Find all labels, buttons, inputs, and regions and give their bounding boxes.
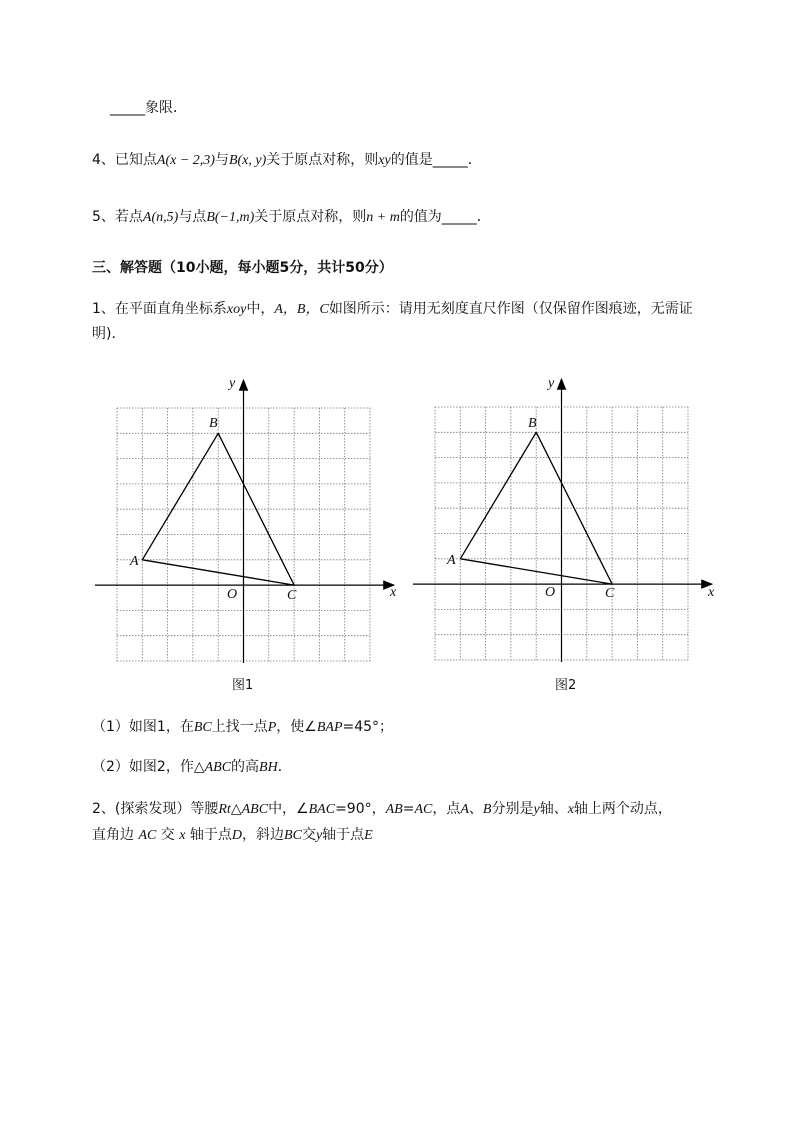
prev-question-tail: _____象限． [110, 100, 187, 116]
q4-mid: 与 [214, 152, 229, 168]
p2-l2-ac: AC [138, 828, 157, 843]
q4-point-b: B(x, y) [228, 153, 267, 168]
sub1-bc: BC [193, 720, 212, 735]
fig1-origin-label: O [227, 587, 238, 602]
sub2-bh: BH [259, 760, 278, 775]
p2-t8: 分别是 [491, 801, 534, 817]
sub1-a: （1）如图1，在 [92, 719, 194, 735]
sub1-e: ，使∠ [276, 719, 317, 735]
fig2-point-a-label: A [447, 553, 456, 568]
p1-var: xoy [226, 302, 247, 317]
p2-t2: △ [230, 801, 242, 817]
p2-l2-t2: 交 [160, 827, 175, 843]
fig1-point-a-label: A [130, 554, 139, 569]
section-3-title: 三、解答题（10小题，每小题5分，共计50分） [92, 260, 393, 276]
fig1-caption: 图1 [232, 678, 254, 693]
q5-end: 的值为_____． [399, 209, 491, 225]
q4-tail: 关于原点对称，则 [266, 152, 379, 168]
q5-tail: 关于原点对称，则 [254, 209, 367, 225]
sub-question-2 [92, 757, 292, 778]
p2-l2-t3: 轴于点 [189, 827, 232, 843]
p2-t9: 轴、 [539, 801, 568, 817]
p2-x: x [567, 802, 574, 817]
fig1-side-ac [142, 560, 294, 585]
p2-t4: =90°， [335, 801, 386, 817]
p2-abc: ABC [241, 802, 269, 817]
sub1-p: P [267, 720, 277, 735]
sub1-g: =45°； [342, 719, 394, 735]
p2-t5: = [402, 801, 415, 817]
p2-t10: 轴上两个动点， [573, 801, 672, 817]
p2-l2-d: D [231, 828, 243, 843]
p2-t1: 2、(探索发现）等腰 [92, 801, 219, 817]
sub1-bap: BAP [316, 720, 343, 735]
fig2-caption: 图2 [555, 678, 577, 693]
p2-a: A [460, 802, 469, 817]
q5-mid: 与点 [178, 209, 207, 225]
p2-l2-t6: 轴于点 [322, 827, 365, 843]
problem-2-line2 [92, 825, 373, 846]
q5-var: n + m [366, 210, 400, 225]
p1-c: 如图所示：请用无刻度直尺作图（仅保留作图痕迹，无需证 [328, 301, 693, 317]
p2-ac: AC [414, 802, 433, 817]
p1-pts: A，B，C [274, 302, 329, 317]
problem-2-line1 [92, 799, 672, 820]
q5-point-b: B(−1,m) [206, 210, 255, 225]
fig2-x-label: x [708, 585, 715, 600]
problem-1-line2: 明)． [92, 326, 126, 342]
q4-var: xy [378, 153, 391, 168]
fig2-side-ac [460, 559, 612, 584]
q4-end: 的值是_____． [390, 152, 482, 168]
p1-a: 1、在平面直角坐标系 [92, 301, 227, 317]
q4-prefix: 4、已知点 [92, 152, 157, 168]
sub2-a: （2）如图2，作△ [92, 759, 205, 775]
p2-ab: AB [385, 802, 403, 817]
sub2-c: 的高 [231, 759, 260, 775]
fig1-side-ab [142, 433, 218, 560]
fig2-point-b-label: B [528, 416, 537, 431]
fig2-point-c-label: C [605, 586, 615, 601]
figure-2 [413, 379, 715, 662]
p1-b: 中， [246, 301, 275, 317]
sub2-e: ． [277, 759, 292, 775]
sub1-c: 上找一点 [211, 719, 268, 735]
p2-l2-e: E [364, 828, 373, 843]
p2-l2-x: x [179, 828, 186, 843]
p2-l2-bc: BC [284, 828, 302, 843]
p2-l2-y: y [315, 828, 323, 843]
p2-l2-t5: 交 [301, 827, 316, 843]
fig1-x-label: x [390, 585, 397, 600]
fig1-y-label: y [229, 376, 236, 391]
fig2-y-label: y [548, 376, 555, 391]
figure-1 [95, 380, 397, 663]
p2-y: y [533, 802, 540, 817]
p2-t6: ，点 [432, 801, 461, 817]
fig1-point-b-label: B [209, 416, 218, 431]
fig1-point-c-label: C [287, 588, 297, 603]
p2-l2-t1: 直角边 [92, 827, 134, 843]
p2-l2-t4: ，斜边 [242, 827, 285, 843]
p2-b: B [482, 802, 492, 817]
fig2-side-ab [460, 432, 536, 559]
q4-point-a: A(x − 2,3) [156, 153, 215, 168]
p2-bac: BAC [308, 802, 336, 817]
sub2-abc: ABC [204, 760, 232, 775]
p2-t7: 、 [468, 801, 483, 817]
q5-prefix: 5、若点 [92, 209, 143, 225]
fig2-origin-label: O [545, 585, 556, 600]
p2-t3: 中，∠ [268, 801, 309, 817]
p2-rt: Rt [218, 802, 231, 817]
sub-question-1 [92, 717, 393, 738]
q5-point-a: A(n,5) [142, 210, 179, 225]
